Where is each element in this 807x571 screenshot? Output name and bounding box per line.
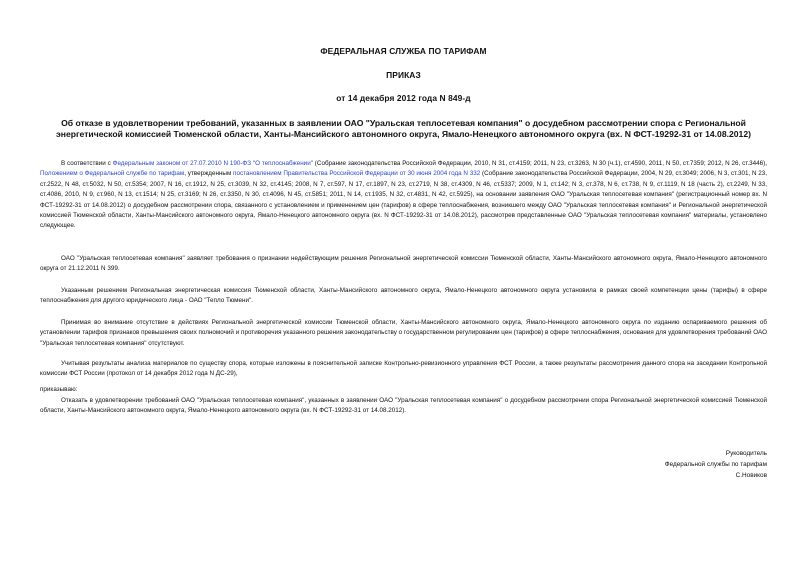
preamble-text-2: (Собрание законодательства Российской Федерации, 2010, N 31, ст.4159; 2011, N 23, ст.3263, N 30 (ч.1), ст.4590, 2011, N 50, ст.7359; 2012, N 26, ст.3446),: [312, 160, 768, 167]
signature-organization: Федеральной службы по тарифам: [664, 461, 767, 468]
signature-position: Руководитель: [725, 450, 767, 457]
document-title: Об отказе в удовлетворении требований, указанных в заявлении ОАО "Уральская теплосетевая компания" о досудебном рассмотрении спора с Региональной энергетической комиссией Тюменской области, Ханты-Мансийского автономного округа, Ямало-Ненецкого автономного округа (вх. N ФСТ-19292-31 от 14.08.2012): [56, 118, 751, 139]
document-date: от 14 декабря 2012 года N 849-д: [336, 93, 471, 103]
paragraph-considering: Принимая во внимание отсутствие в действиях Региональной энергетической комиссии Тюменской области, Ханты-Мансийского автономного округа, Ямало-Ненецкого автономного округа по изданию оспариваемого решения об установлении тарифов признаков превышения своих полномочий и противоречия указанного решения законодательству о государственном регулировании цен (тарифов) в сфере теплоснабжения, основания для удовлетворения требований ОАО "Уральская теплосетевая компания" отсутствуют.: [40, 319, 767, 347]
preamble-text-4: (Собрание законодательства Российской Федерации, 2004, N 29, ст.3049; 2006, N 3, ст.301, N 23, ст.2522, N 48, ст.5032, N 50, ст.5354; 2007, N 16, ст.1912, N 25, ст.3039, N 32, ст.4145; 2008, N 7, ст.597, N 17, ст.1897, N 23, ст.2719, N 38, ст.4309, N 46, ст.5337; 2009, N 1, ст.142; N 3, ст.378, N 6, ст.738, N 9, ст.1119, N 18 (часть 2), ст.2249, N 33, ст.4086, 2010, N 9, ст.960, N 13, ст.1514; N 25, ст.3169; N 26, ст.3350, N 30, ст.4096, N 45, ст.5851; 2011, N 14, ст.1935, N 32, ст.4831, N 42, ст.5925), на основании заявления ОАО "Уральская теплосетевая компания" (регистрационный номер вх. N ФСТ-19292-31 от 14.08.2012) о досудебном рассмотрении спора, связанного с установлением и применением цен (тарифов) в сфере теплоснабжения, возникшего между ОАО "Уральская теплосетевая компания" и Региональной энергетической комиссией Тюменской области, Ханты-Мансийского автономного округа, Ямало-Ненецкого автономного округа (вх. N ФСТ-19292-31 от 14.08.2012), рассмотрев представленные ОАО "Уральская теплосетевая компания" материалы, установлено следующее.: [40, 170, 767, 230]
paragraph-preamble: [40, 159, 767, 232]
paragraph-results: Учитывая результаты анализа материалов по существу спора, которые изложены в пояснительной записке Контрольно-ревизионного управления ФСТ России, а также результаты рассмотрения данного спора на заседании Контрольной комиссии ФСТ России (протокол от 14 декабря 2012 года N ДС-29),: [40, 360, 767, 378]
agency-heading: ФЕДЕРАЛЬНАЯ СЛУЖБА ПО ТАРИФАМ: [320, 46, 487, 56]
document-type: ПРИКАЗ: [386, 70, 421, 80]
preamble-text-3: , утвержденным: [184, 170, 234, 178]
preamble-text-1: В соответствии с: [61, 160, 113, 167]
paragraph-order: Отказать в удовлетворении требований ОАО "Уральская теплосетевая компания", указанных в заявлении ОАО "Уральская теплосетевая компания" о досудебном рассмотрении спора Региональной энергетической комиссией Тюменской области, Ханты-Мансийского автономного округа, Ямало-Ненецкого автономного округа (вх. N ФСТ-19292-31 от 14.08.2012).: [40, 397, 767, 415]
signature-name: С.Новиков: [735, 472, 767, 479]
government-decree-link[interactable]: постановлением Правительства Российской Федерации от 30 июня 2004 года N 332: [233, 170, 481, 178]
signature-block: [665, 448, 767, 481]
paragraph-decision: Указанным решением Региональная энергетическая комиссия Тюменской области, Ханты-Мансийского автономного округа, Ямало-Ненецкого автономного округа установила в рамках своей компетенции цены (тарифы) в сфере теплоснабжения для другого юридического лица - ОАО "Тепло Тюмени".: [40, 287, 767, 305]
regulation-link[interactable]: Положением о Федеральной службе по тарифам: [40, 170, 185, 178]
federal-law-link[interactable]: Федеральным законом от 27.07.2010 N 190-ФЗ "О теплоснабжении": [112, 160, 313, 167]
paragraph-order-word: приказываю:: [40, 386, 78, 393]
paragraph-claim: ОАО "Уральская теплосетевая компания" заявляет требования о признании недействующим решения Региональной энергетической комиссии Тюменской области, Ханты-Мансийского автономного округа, Ямало-Ненецкого автономного округа от 21.12.2011 N 399.: [40, 255, 767, 273]
